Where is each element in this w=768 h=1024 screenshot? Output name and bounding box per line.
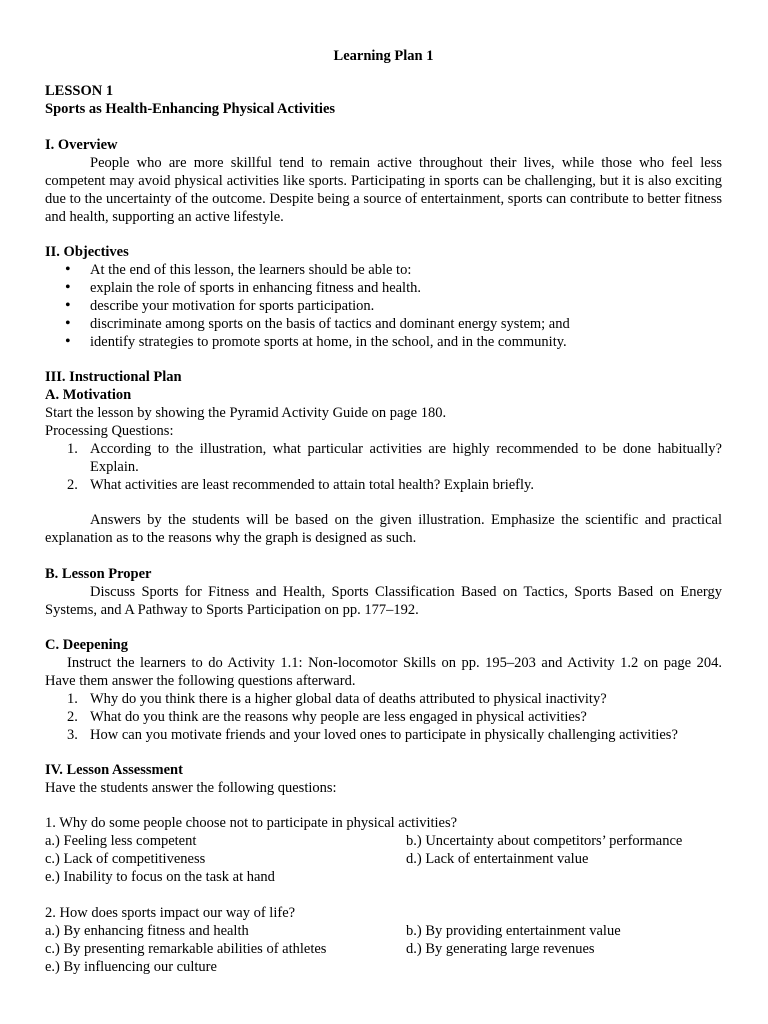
overview-section [45,136,722,226]
item-text: According to the illustration, what particular activities are highly recommended to be done habitually? Explain. [90,441,722,475]
answers-note: Answers by the students will be based on the given illustration. Emphasize the scientific and practical explanation as to the reasons why the graph is designed as such. [45,512,722,546]
deepening-section [45,636,722,744]
choice-a: a.) By enhancing fitness and health [45,923,249,939]
item-number: 2. [67,477,78,493]
choice-row [45,832,722,850]
overview-text: People who are more skillful tend to remain active throughout their lives, while those who feel less competent may avoid physical activities like sports. Participating in sports can be challenging, but it is also exciting due to the uncertainty of the outcome. Despite being a source of entertainment, sports can contribute to better fitness and health, supporting an active lifestyle. [45,155,722,225]
list-item: • At the end of this lesson, the learners should be able to: [45,261,722,279]
assessment-section [45,761,722,797]
list-item [45,690,722,708]
choice-e: e.) Inability to focus on the task at hand [45,869,275,885]
assessment-question-2 [45,904,722,976]
choice-b: b.) By providing entertainment value [406,923,621,939]
item-text: What do you think are the reasons why people are less engaged in physical activities? [90,709,587,725]
list-item [45,726,722,744]
choice-e: e.) By influencing our culture [45,959,217,975]
page-title: Learning Plan 1 [333,48,434,64]
processing-questions [45,440,722,494]
item-text: Why do you think there is a higher global data of deaths attributed to physical inactivity? [90,691,607,707]
assessment-heading: IV. Lesson Assessment [45,762,183,778]
list-item: • explain the role of sports in enhancing fitness and health. [45,279,722,297]
list-item: • identify strategies to promote sports at home, in the school, and in the community. [45,333,722,351]
choice-c: c.) By presenting remarkable abilities of athletes [45,941,327,957]
list-item [45,476,722,494]
choice-c: c.) Lack of competitiveness [45,851,206,867]
list-item: • describe your motivation for sports participation. [45,297,722,315]
objectives-section [45,243,722,351]
instructional-plan-section [45,368,722,494]
lesson-header [45,82,722,118]
item-number: 2. [67,709,78,725]
lesson-proper-heading: B. Lesson Proper [45,566,152,582]
overview-heading: I. Overview [45,137,118,153]
choice-row [45,940,722,958]
item-number: 1. [67,691,78,707]
objectives-list [45,261,722,351]
list-item: • discriminate among sports on the basis of tactics and dominant energy system; and [45,315,722,333]
choice-a: a.) Feeling less competent [45,833,197,849]
choice-row [45,922,722,940]
assessment-intro: Have the students answer the following questions: [45,780,337,796]
assessment-question-1 [45,814,722,886]
item-text: How can you motivate friends and your loved ones to participate in physically challenging activities? [90,727,678,743]
lesson-proper-section [45,565,722,619]
objectives-heading: II. Objectives [45,244,129,260]
question-text: 2. How does sports impact our way of life? [45,905,296,921]
list-item [45,708,722,726]
deepening-text: Instruct the learners to do Activity 1.1: Non-locomotor Skills on pp. 195–203 and Activity 1.2 on page 204. Have them answer the following questions afterward. [45,655,722,689]
deepening-questions [45,690,722,744]
list-item [45,440,722,476]
lesson-title: Sports as Health-Enhancing Physical Activities [45,101,336,117]
choice-b: b.) Uncertainty about competitors’ performance [406,833,683,849]
instructional-plan-heading: III. Instructional Plan [45,369,182,385]
choice-d: d.) By generating large revenues [406,941,595,957]
choice-d: d.) Lack of entertainment value [406,851,589,867]
question-text: 1. Why do some people choose not to participate in physical activities? [45,815,458,831]
processing-label: Processing Questions: [45,423,174,439]
deepening-heading: C. Deepening [45,637,128,653]
item-text: What activities are least recommended to attain total health? Explain briefly. [90,477,534,493]
motivation-heading: A. Motivation [45,387,132,403]
choice-row [45,850,722,868]
item-number: 1. [67,441,78,457]
item-number: 3. [67,727,78,743]
motivation-intro: Start the lesson by showing the Pyramid Activity Guide on page 180. [45,405,447,421]
lesson-label: LESSON 1 [45,83,114,99]
lesson-proper-text: Discuss Sports for Fitness and Health, Sports Classification Based on Tactics, Sports Based on Energy Systems, and A Pathway to Sports Participation on pp. 177–192. [45,584,722,618]
